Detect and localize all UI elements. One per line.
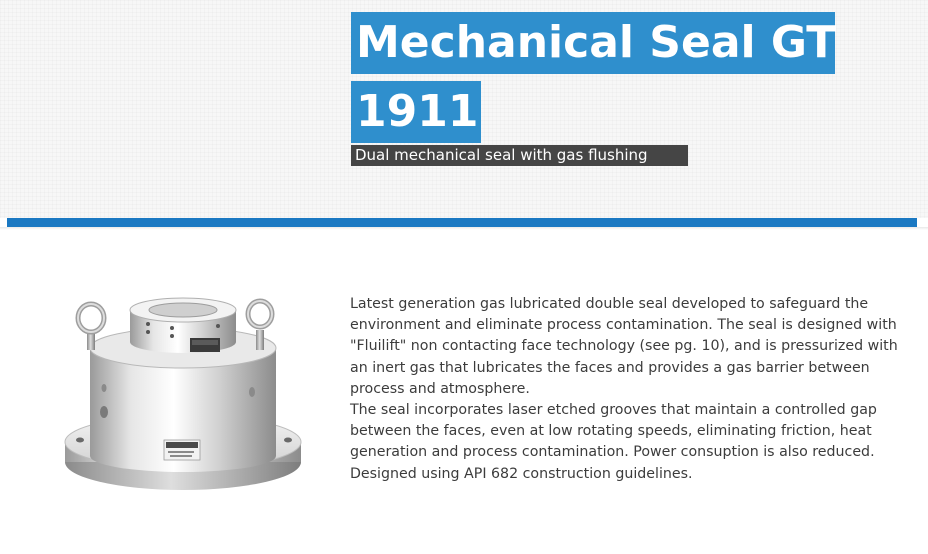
page-header xyxy=(0,0,928,218)
description-paragraph-2: The seal incorporates laser etched grooves that maintain a controlled gap between the faces, even at low rotating speeds, eliminating friction, heat generation and process contamination. Power consuption is also reduced. Designed using API 682 construction guidelines. xyxy=(350,402,877,482)
mechanical-seal-icon xyxy=(60,290,310,500)
divider-shadow xyxy=(0,227,928,230)
page-title-line-2: 1911 xyxy=(351,81,481,143)
product-description xyxy=(350,294,915,485)
section-divider-bar xyxy=(7,218,917,227)
description-paragraph-1: Latest generation gas lubricated double seal developed to safeguard the environment and eliminate process contamination. The seal is designed with "Fluilift" non contacting face technology (see pg. 10), and is pressurized with an inert gas that lubricates the faces and provides a gas barrier between process and atmosphere. xyxy=(350,296,898,397)
page-subtitle: Dual mechanical seal with gas flushing xyxy=(351,145,688,166)
product-image xyxy=(60,290,310,500)
page-title-line-1: Mechanical Seal GT xyxy=(351,12,835,74)
